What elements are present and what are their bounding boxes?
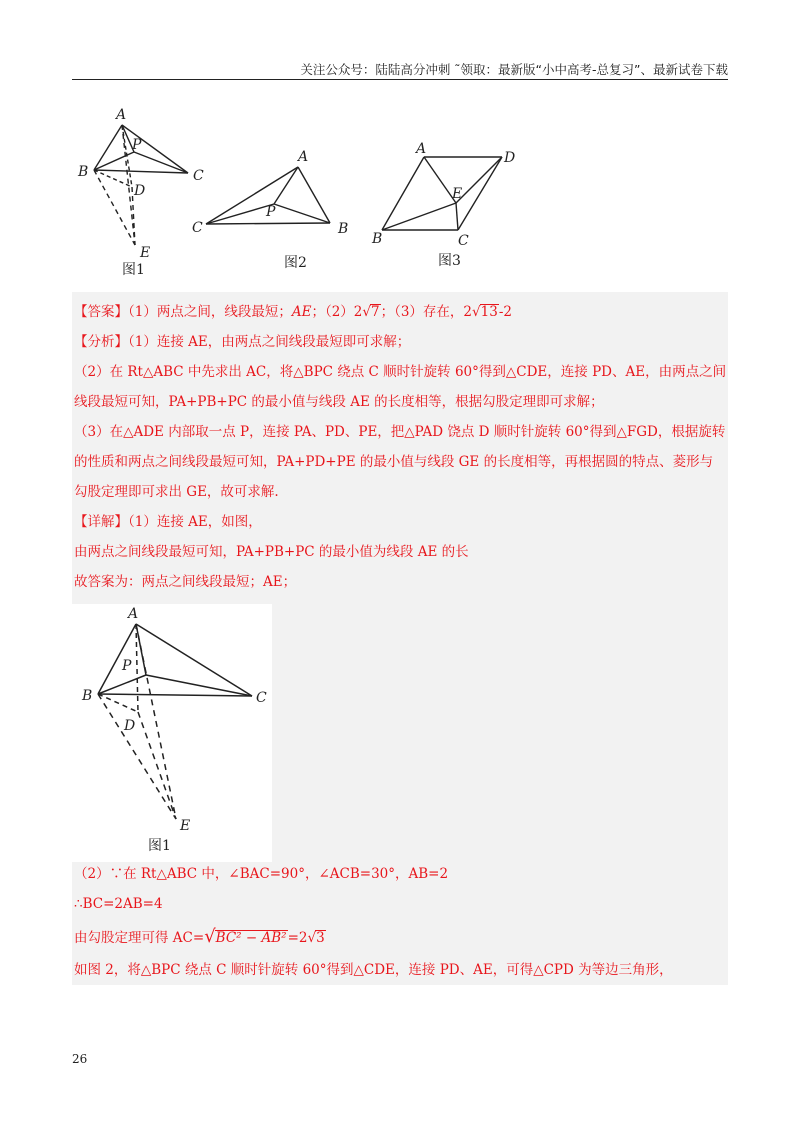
- detail-line-1: [72, 512, 728, 533]
- fig1-caption: 图1: [122, 262, 145, 278]
- fig1-label-a: A: [116, 107, 127, 123]
- fig1-label-p: P: [132, 137, 142, 153]
- mid-label-p: P: [122, 658, 132, 674]
- fig1-label-b: B: [78, 164, 89, 180]
- analysis-line-2: （2）在 Rt△ABC 中先求出 AC，将△BPC 绕点 C 顺时针旋转 60°得到△CDE，连接 PD、AE，由两点之间: [74, 364, 727, 380]
- fig2-label-p: P: [266, 204, 276, 220]
- fig3-label-d: D: [504, 150, 516, 166]
- fig3-label-b: B: [372, 231, 383, 247]
- top-figures: [72, 82, 728, 292]
- mid-caption: 图1: [148, 838, 171, 854]
- detail-text-1: （1）连接 AE，如图，: [128, 514, 262, 530]
- fig1-label-d: D: [134, 183, 146, 199]
- analysis-tag: 【分析】: [74, 334, 128, 350]
- analysis-line-4: （3）在△ADE 内部取一点 P，连接 PA、PD、PE，把△PAD 饶点 D 顺时针旋转 60°得到△FGD，根据旋转: [74, 424, 726, 440]
- mid-label-a: A: [128, 606, 139, 622]
- part2-pre: 由勾股定理可得 AC=: [74, 930, 205, 946]
- fig1-label-e: E: [140, 245, 151, 261]
- answer-var: AE: [291, 304, 312, 320]
- middle-figure: [72, 604, 272, 862]
- analysis-line-3: 线段最短可知，PA+PB+PC 的最小值与线段 AE 的长度相等，根据勾股定理即可求解；: [74, 394, 604, 410]
- answer-part1-end: ；（2）2: [311, 304, 363, 320]
- detail-line-2: 由两点之间线段最短可知，PA+PB+PC 的最小值为线段 AE 的长: [74, 544, 469, 560]
- answer-sqrt-7: 7: [371, 304, 380, 320]
- part2-post: =2: [287, 930, 308, 946]
- analysis-text-1: （1）连接 AE，由两点之间线段最短即可求解；: [128, 334, 411, 350]
- fig2-label-a: A: [298, 149, 309, 165]
- page-number: 26: [72, 1052, 88, 1066]
- part2-line-1: （2）∵在 Rt△ABC 中，∠BAC=90°，∠ACB=30°，AB=2: [74, 866, 449, 882]
- mid-label-e: E: [180, 818, 191, 834]
- fig3-label-e: E: [452, 186, 463, 202]
- fig3-label-c: C: [458, 233, 469, 249]
- fig2-caption: 图2: [284, 255, 307, 271]
- analysis-line-6: 勾股定理即可求出 GE，故可求解.: [74, 484, 279, 500]
- detail-line-3: 故答案为：两点之间线段最短；AE；: [74, 574, 297, 590]
- part2-line-4: 如图 2，将△BPC 绕点 C 顺时针旋转 60°得到△CDE，连接 PD、AE，可得△CPD 为等边三角形，: [74, 962, 673, 978]
- part2-sqrt-3: 3: [316, 930, 325, 946]
- fig1-label-c: C: [193, 168, 204, 184]
- part2-line-2: ∴BC=2AB=4: [74, 896, 163, 912]
- part2-expr: BC² − AB²: [215, 930, 287, 946]
- mid-label-b: B: [82, 688, 93, 704]
- answer-line: 【答案】（1）两点之间，线段最短；AE；（2）2√7；（3）存在，2√13-2: [74, 304, 512, 320]
- detail-tag: 【详解】: [74, 514, 128, 530]
- header-rule: [72, 79, 728, 80]
- fig2-label-c: C: [192, 220, 203, 236]
- answer-part3: -2: [498, 304, 512, 320]
- fig3-label-a: A: [416, 141, 427, 157]
- answer-tag: 【答案】: [74, 304, 128, 320]
- answer-part1: （1）两点之间，线段最短；: [128, 304, 292, 320]
- part2-line-3: 由勾股定理可得 AC=√BC² − AB²=2√3: [74, 926, 325, 947]
- analysis-line-5: 的性质和两点之间线段最短可知，PA+PD+PE 的最小值与线段 GE 的长度相等，再根据圆的特点、菱形与: [74, 454, 714, 470]
- mid-label-d: D: [124, 718, 136, 734]
- content-block: [72, 82, 728, 985]
- fig3-caption: 图3: [438, 253, 461, 269]
- answer-sqrt-13: 13: [480, 304, 498, 320]
- mid-label-c: C: [256, 690, 267, 706]
- page-header: 关注公众号：陆陆高分冲刺 ˜领取：最新版“小中高考-总复习”、最新试卷下载: [300, 62, 728, 77]
- figures-svg: [72, 82, 728, 292]
- fig2-label-b: B: [338, 221, 349, 237]
- answer-part2: ；（3）存在，2: [380, 304, 473, 320]
- analysis-line-1: [72, 332, 728, 353]
- middle-figure-wrap: [72, 602, 728, 864]
